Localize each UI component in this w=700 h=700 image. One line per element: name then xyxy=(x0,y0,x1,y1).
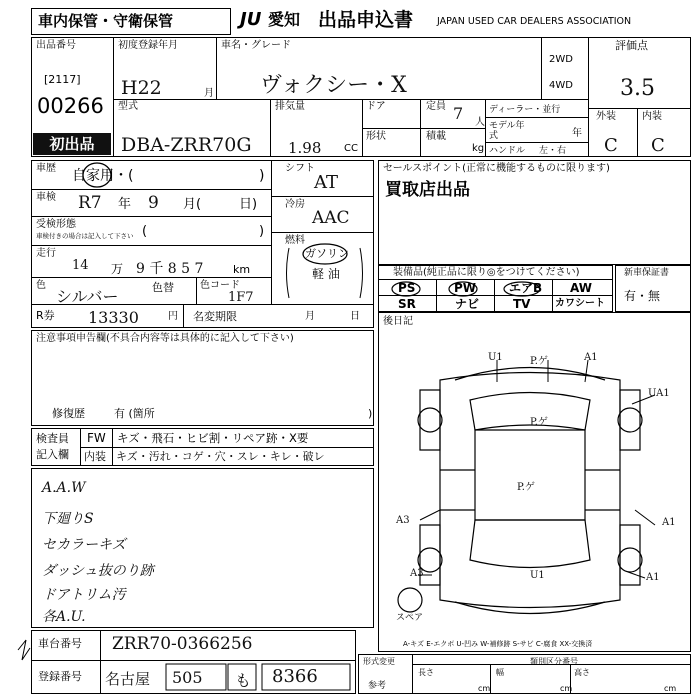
lot-code: [2117] xyxy=(44,73,81,86)
plate-class: 505 xyxy=(172,668,203,687)
color-value: シルバー xyxy=(56,287,119,306)
mark-top-pg: P.ゲ xyxy=(530,356,548,367)
fuel-diesel: 軽 油 xyxy=(312,267,340,281)
displacement-unit: CC xyxy=(344,143,358,154)
equip-pw: PW xyxy=(454,281,477,295)
mileage-man: 14 xyxy=(72,258,89,273)
color-label: 色 xyxy=(36,280,46,291)
handle-options: 左・右 xyxy=(539,146,567,156)
shaken-label: 車検 xyxy=(36,192,56,203)
equip-power-seat: カワシート xyxy=(555,298,605,309)
class-label: 類別区分番号 xyxy=(530,657,578,666)
exterior-label: 外装 xyxy=(596,111,616,122)
shaken-year-unit: 年 xyxy=(118,197,132,212)
lot-number: 00266 xyxy=(37,94,104,118)
mark-left-lower-a3: A3 xyxy=(410,568,424,579)
damage-legend: A-キズ E-エクボ U-凹み W-補修跡 S-サビ C-腐食 XX-交換済 xyxy=(403,640,593,648)
fuel-gasoline: ガソリン xyxy=(305,247,349,260)
plate-kana: も xyxy=(235,671,252,690)
mark-right-lower-a1: A1 xyxy=(646,572,660,583)
form-title: 出品申込書 xyxy=(318,9,414,31)
mileage-km-unit: km xyxy=(233,263,251,276)
plate-number: 8366 xyxy=(272,666,318,687)
mark-right-side-a1: A1 xyxy=(662,517,676,528)
inspection-form-label: 受検形態 xyxy=(36,219,76,230)
note-line-6: 各A.U. xyxy=(42,609,86,625)
shaken-day-unit: 日) xyxy=(239,197,258,212)
mileage-digits: 9 千 8 5 7 xyxy=(136,261,204,277)
capacity-unit: 人 xyxy=(475,117,485,128)
shift-value: AT xyxy=(314,172,339,193)
chassis-label: 車台番号 xyxy=(38,637,82,650)
mark-right-ua1: UA1 xyxy=(648,388,670,399)
equip-aw: AW xyxy=(570,281,592,295)
fw-label: FW xyxy=(87,431,106,445)
shaken-era: R7 xyxy=(78,193,102,213)
displacement-value: 1.98 xyxy=(288,139,322,157)
exterior-grade: C xyxy=(604,135,618,156)
car-name: ヴォクシー・X xyxy=(260,73,407,98)
storage-badge-text: 車内保管・守衛保管 xyxy=(38,12,174,30)
ac-value: AAC xyxy=(312,208,350,228)
inspection-form-close: ) xyxy=(259,224,265,239)
capacity-value: 7 xyxy=(453,104,464,123)
mileage-man-unit: 万 xyxy=(111,262,124,276)
note-line-5: ドアトリム汚 xyxy=(42,587,126,603)
equip-tv: TV xyxy=(513,297,531,311)
grade-score: 3.5 xyxy=(620,76,655,101)
divider xyxy=(490,664,491,694)
mark-bottom-u1: U1 xyxy=(530,570,545,581)
plate-region: 名古屋 xyxy=(105,670,151,688)
sales-point-text: 買取店出品 xyxy=(385,180,470,200)
fuel-label: 燃料 xyxy=(285,235,305,246)
spare-label: スペア xyxy=(396,613,424,623)
sales-point-label: セールスポイント(正常に機能するものに限ります) xyxy=(383,163,610,174)
mark-roof-pg: P.ゲ xyxy=(530,417,548,428)
ac-label: 冷房 xyxy=(285,199,305,210)
registration-label: 初度登録年月 xyxy=(118,40,178,51)
car-name-label: 車名・グレード xyxy=(221,40,291,51)
load-unit: kg xyxy=(472,143,485,154)
inspection-form-note: 車検付きの場合は記入して下さい xyxy=(36,232,134,240)
note-line-2: 下廻りS xyxy=(42,511,94,527)
ju-logo-icon: JU xyxy=(240,9,262,30)
color-code-value: 1F7 xyxy=(228,290,254,305)
inspection-form-open: ( xyxy=(142,224,148,239)
capacity-label: 定員 xyxy=(426,101,446,112)
entry-label: 記入欄 xyxy=(36,448,69,461)
mark-center-pg: P.ゲ xyxy=(517,482,535,493)
logo-region: 愛知 xyxy=(268,10,301,29)
interior-grade: C xyxy=(651,135,665,156)
usage-value: 自家用・( xyxy=(72,168,134,184)
inspector-label: 検査員 xyxy=(36,432,69,445)
load-label: 積載 xyxy=(426,131,446,142)
shaken-month-unit: 月( xyxy=(183,197,202,212)
name-change-month: 月 xyxy=(305,311,315,322)
width-unit: cm xyxy=(560,684,573,693)
plate-label: 登録番号 xyxy=(38,670,82,683)
interior-check-label: 内装 xyxy=(84,450,106,463)
note-line-4: ダッシュ抜のり跡 xyxy=(42,563,154,579)
chassis-number: ZRR70-0366256 xyxy=(112,634,253,654)
drive-4wd: 4WD xyxy=(549,80,573,91)
model-code: DBA-ZRR70G xyxy=(121,134,252,156)
length-unit: cm xyxy=(478,684,491,693)
mark-top-u1: U1 xyxy=(488,352,503,363)
mark-left-a3: A3 xyxy=(396,515,410,526)
divider xyxy=(570,664,571,694)
displacement-label: 排気量 xyxy=(275,101,305,112)
mark-top-a1: A1 xyxy=(584,352,598,363)
width-label: 幅 xyxy=(496,668,504,677)
model-label: 型式 xyxy=(118,101,138,112)
dimensions-frame xyxy=(358,654,691,694)
shaken-month: 9 xyxy=(148,193,159,213)
handle-label: ハンドル xyxy=(489,146,526,156)
grade-label: 評価点 xyxy=(615,39,648,52)
equip-sr: SR xyxy=(398,297,416,311)
equip-airbag: エアB xyxy=(509,281,543,295)
dealer-label: ディーラー・並行 xyxy=(489,105,561,115)
model-year-label: モデル年式 xyxy=(489,121,525,141)
door-label: ドア xyxy=(366,101,386,112)
divider xyxy=(412,654,413,694)
name-change-label: 名変期限 xyxy=(193,310,237,323)
repair-close: ) xyxy=(368,407,373,420)
name-change-day: 日 xyxy=(350,311,360,322)
rear-label: 後日記 xyxy=(383,316,413,327)
length-label: 長さ xyxy=(418,668,434,677)
fw-items: キズ・飛石・ヒビ割・リペア跡・X要 xyxy=(117,431,309,445)
change-label: 形式変更 xyxy=(363,657,395,666)
shape-label: 形状 xyxy=(366,131,386,142)
color-change-label: 色替 xyxy=(152,281,174,294)
usage-close: ) xyxy=(259,168,265,184)
first-listing-badge: 初出品 xyxy=(33,133,111,155)
divider xyxy=(412,664,691,665)
height-unit: cm xyxy=(664,684,677,693)
height-label: 高さ xyxy=(574,668,590,677)
tax-label: R券 xyxy=(36,309,55,322)
color-code-label: 色コード xyxy=(200,280,240,291)
interior-label: 内装 xyxy=(642,111,662,122)
remarks-label: 注意事項申告欄(不具合内容等は具体的に記入して下さい) xyxy=(36,333,294,344)
reference-label: 参考 xyxy=(368,681,387,691)
repair-value: 有 (箇所 xyxy=(114,407,155,420)
lot-label: 出品番号 xyxy=(36,40,76,51)
drive-2wd: 2WD xyxy=(549,54,573,65)
mileage-label: 走行 xyxy=(36,248,56,259)
shift-label: シフト xyxy=(285,163,315,174)
association-name: JAPAN USED CAR DEALERS ASSOCIATION xyxy=(437,16,632,27)
model-year-unit: 年 xyxy=(572,128,582,139)
equip-navi: ナビ xyxy=(455,297,480,311)
interior-check-items: キズ・汚れ・コゲ・穴・スレ・キレ・破レ xyxy=(116,450,325,463)
usage-label: 車歴 xyxy=(36,163,56,174)
registration-month-unit: 月 xyxy=(204,88,214,99)
registration-era-year: H22 xyxy=(121,77,162,99)
repair-label: 修復歴 xyxy=(52,407,85,420)
note-line-3: セカラーキズ xyxy=(42,537,126,553)
warranty-label: 新車保証書 xyxy=(624,268,670,278)
equipment-label: 装備品(純正品に限り◎をつけてください) xyxy=(393,267,580,278)
warranty-options: 有・無 xyxy=(624,289,661,303)
tax-yen: 円 xyxy=(168,311,178,322)
note-line-1: A.A.W xyxy=(42,480,86,496)
tax-amount: 13330 xyxy=(88,308,139,327)
equip-ps: PS xyxy=(398,281,416,295)
